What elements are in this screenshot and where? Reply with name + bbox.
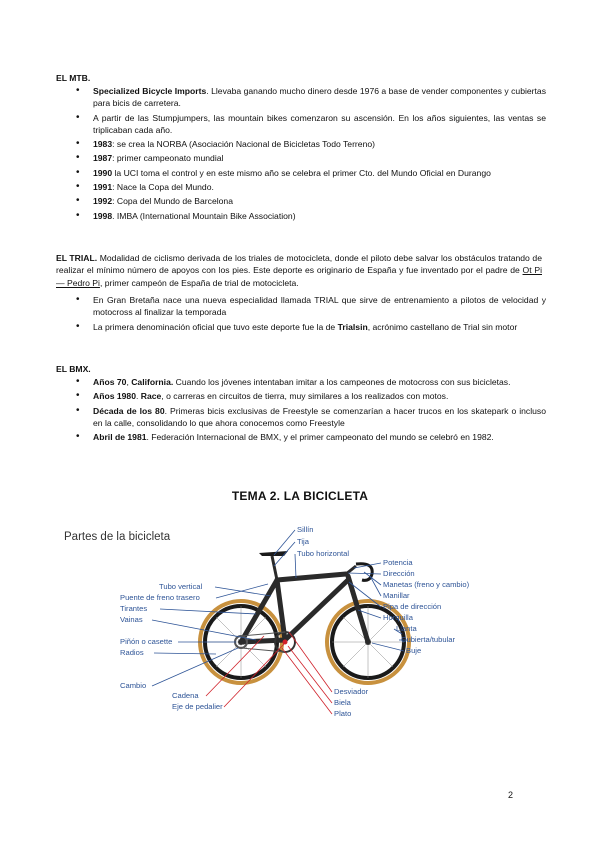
pedro-pi-link[interactable]: Ot Pi— Pedro Pi bbox=[56, 265, 542, 288]
list-item: • A partir de las Stumpjumpers, las mountain bikes comenzaron su ascensión. En los años siguientes, las ventas se triplicaban cada año. bbox=[56, 112, 546, 137]
label-biela: Biela bbox=[334, 698, 351, 707]
list-item: • 1987: primer campeonato mundial bbox=[56, 152, 546, 164]
leader-direccion bbox=[348, 573, 381, 574]
label-radios: Radios bbox=[120, 648, 144, 657]
label-puente-freno: Puente de freno trasero bbox=[120, 593, 200, 602]
label-eje-pedalier: Eje de pedalier bbox=[172, 702, 223, 711]
list-item: • En Gran Bretaña nace una nueva especialidad llamada TRIAL que sirve de entrenamiento a pilotos de velocidad y motocross al finalizar la temporada bbox=[56, 294, 546, 319]
diagram-title: Partes de la bicicleta bbox=[64, 531, 171, 543]
label-tubo-vertical: Tubo vertical bbox=[159, 582, 203, 591]
leader-biela bbox=[288, 646, 332, 703]
label-manillar: Manillar bbox=[383, 591, 410, 600]
leader-buje bbox=[372, 643, 404, 651]
label-horquilla: Horquilla bbox=[383, 613, 413, 622]
list-item: • Años 1980. Race, o carreras en circuitos de tierra, muy similares a los realizados con motos. bbox=[56, 390, 546, 402]
list-item: • 1992: Copa del Mundo de Barcelona bbox=[56, 195, 546, 207]
labels-group bbox=[120, 525, 470, 718]
label-cambio: Cambio bbox=[120, 681, 147, 690]
list-item: • 1983: se crea la NORBA (Asociación Nacional de Bicicletas Todo Terreno) bbox=[56, 138, 546, 150]
bmx-list bbox=[56, 376, 546, 445]
label-pinon: Piñón o casette bbox=[120, 637, 173, 646]
trial-paragraph: EL TRIAL. Modalidad de ciclismo derivada de los triales de motocicleta, donde el piloto debe salvar los obstáculos tratando de realizar el mínimo número de apoyos con los pies. Este deporte es originario de España y fue inventado por el padre de Ot Pi— Pedro Pi, primer campeón de España de trial de motocicleta. bbox=[56, 253, 542, 288]
leader-tubo-vertical bbox=[215, 587, 271, 596]
leader-puente bbox=[216, 584, 268, 598]
mtb-heading: EL MTB. bbox=[56, 73, 91, 83]
bicycle-parts-diagram bbox=[56, 518, 546, 723]
bottom-bracket bbox=[283, 640, 288, 645]
page-number: 2 bbox=[508, 790, 514, 800]
label-direccion: Dirección bbox=[383, 569, 415, 578]
label-plato: Plato bbox=[334, 709, 352, 718]
label-buje: Buje bbox=[406, 646, 422, 655]
mtb-list bbox=[56, 85, 546, 224]
trial-list bbox=[56, 294, 546, 335]
label-cubierta: Cubierta/tubular bbox=[401, 635, 456, 644]
leader-manillar bbox=[370, 576, 381, 596]
leader-lines bbox=[152, 530, 408, 714]
label-vainas: Vainas bbox=[120, 615, 143, 624]
label-manetas: Manetas (freno y cambio) bbox=[383, 580, 470, 589]
label-tirantes: Tirantes bbox=[120, 604, 148, 613]
label-desviador: Desviador bbox=[334, 687, 369, 696]
label-tija: Tija bbox=[297, 537, 309, 546]
section-heading-tema-2: TEMA 2. LA BICICLETA bbox=[231, 489, 369, 503]
label-sillin: Sillín bbox=[297, 525, 314, 534]
frame bbox=[241, 574, 368, 642]
label-llanta: Llanta bbox=[396, 624, 417, 633]
list-item: • Década de los 80. Primeras bicis exclusivas de Freestyle se comenzarían a hacer trucos en los skatepark o incluso en la calle, consolidando lo que ahora conocemos como Freestyle bbox=[56, 405, 546, 430]
label-pipa: Pipa de dirección bbox=[383, 602, 442, 611]
leader-tirantes bbox=[160, 609, 256, 614]
leader-tubo-horizontal bbox=[295, 554, 296, 578]
list-item: • 1998. IMBA (International Mountain Bike Association) bbox=[56, 210, 546, 222]
label-tubo-horizontal: Tubo horizontal bbox=[297, 549, 350, 558]
bmx-heading: EL BMX. bbox=[56, 364, 91, 374]
list-item: • La primera denominación oficial que tuvo este deporte fue la de Trialsin, acrónimo castellano de Trial sin motor bbox=[56, 321, 546, 333]
label-potencia: Potencia bbox=[383, 558, 413, 567]
list-item: • Abril de 1981. Federación Internacional de BMX, y el primer campeonato del mundo se celebró en 1982. bbox=[56, 431, 546, 443]
list-item: • 1990 la UCI toma el control y en este mismo año se celebra el primer Cto. del Mundo Oficial en Durango bbox=[56, 167, 546, 179]
list-item: • Años 70, California. Cuando los jóvenes intentaban imitar a los campeones de motocross con sus bicicletas. bbox=[56, 376, 546, 388]
list-item: • Specialized Bicycle Imports. Llevaba ganando mucho dinero desde 1976 a base de vender componentes y cubiertas para bicis de carretera. bbox=[56, 85, 546, 110]
label-cadena: Cadena bbox=[172, 691, 199, 700]
trial-heading: EL TRIAL. bbox=[56, 253, 98, 263]
list-item: • 1991: Nace la Copa del Mundo. bbox=[56, 181, 546, 193]
